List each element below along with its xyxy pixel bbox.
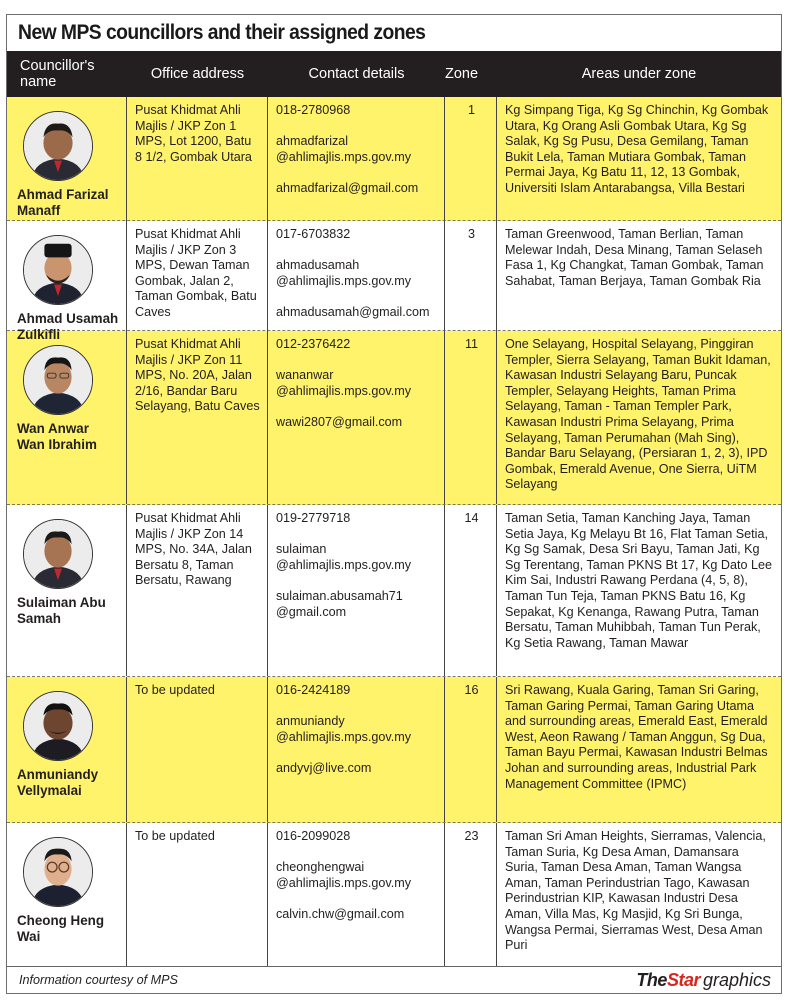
zone-number: 23 — [445, 823, 497, 967]
office-address: Pusat Khidmat Ahli Majlis / JKP Zon 3 MPS, Dewan Taman Gombak, Jalan 2, Taman Gombak, Batu Caves — [127, 221, 268, 348]
official-email: ahmadusamah @ahlimajlis.mps.gov.my — [276, 258, 412, 288]
portrait-icon — [23, 837, 93, 907]
personal-email: wawi2807@gmail.com — [276, 414, 403, 429]
zone-areas: Taman Setia, Taman Kanching Jaya, Taman Setia Jaya, Kg Melayu Bt 16, Flat Taman Setia, Kg Sg Samak, Desa Sri Bayu, Taman Jati, Kg Sg Terentang, Taman PKNS Bt 17, Kg Dato Lee Kim Sai, Industri Rawang Perdana (4, 5, 8), Taman Tun Teja, Taman PKNS Batu 16, Kg Sepakat, Kg Kenanga, Rawang Putra, Taman Bersatu, Taman Muhibbah, Taman Tun Perak, Kg Setia Rawang, Taman Mawar — [505, 511, 772, 650]
office-address: Pusat Khidmat Ahli Majlis / JKP Zon 1 MPS, Lot 1200, Batu 8 1/2, Gombak Utara — [127, 97, 268, 224]
phone-number: 018-2780968 — [276, 103, 351, 117]
zone-areas: One Selayang, Hospital Selayang, Pinggiran Templer, Sierra Selayang, Taman Bukit Idaman, Kawasan Industri Selayang Baru, Puncak Templer, Selayang Heights, Taman Prima Selayang, Taman - Taman Templer Park, Kawasan Industri Prima Selayang, Prima Selayang, Taman Perumahan (Mah Sing), Bandar Baru Selayang, (Persiaran 1, 2, 3), IPD Gombak, Emerald Avenue, One Sierra, UiTM Selayang — [505, 337, 771, 492]
councillor-cell — [7, 97, 127, 224]
councillor-cell — [7, 331, 127, 504]
zone-number: 1 — [445, 97, 497, 224]
personal-email: calvin.chw@gmail.com — [276, 906, 405, 921]
portrait-icon — [23, 111, 93, 181]
office-address: To be updated — [127, 677, 268, 822]
councillor-cell — [7, 677, 127, 822]
contact-details — [268, 823, 445, 967]
column-header-name: Councillor's name — [20, 58, 95, 90]
councillor-name: Sulaiman Abu Samah — [17, 595, 106, 626]
zone-number: 11 — [445, 331, 497, 504]
councillor-name: Anmuniandy Vellymalai — [17, 767, 99, 798]
councillor-cell — [7, 221, 127, 348]
phone-number: 019-2779718 — [276, 511, 351, 525]
official-email: anmuniandy @ahlimajlis.mps.gov.my — [276, 714, 412, 744]
office-address: Pusat Khidmat Ahli Majlis / JKP Zon 11 MPS, No. 20A, Jalan 2/16, Bandar Baru Selayang, Batu Caves — [127, 331, 268, 504]
councillor-name: Ahmad Farizal Manaff — [17, 187, 109, 218]
personal-email: andyvj@live.com — [276, 760, 372, 775]
table-row — [7, 97, 781, 221]
portrait-icon — [23, 519, 93, 589]
contact-details — [268, 505, 445, 676]
office-address: Pusat Khidmat Ahli Majlis / JKP Zon 14 MPS, No. 34A, Jalan Bersatu 8, Taman Bersatu, Rawang — [127, 505, 268, 676]
portrait-icon — [23, 235, 93, 305]
table-row — [7, 331, 781, 505]
phone-number: 016-2424189 — [276, 683, 351, 697]
contact-details — [268, 97, 445, 224]
portrait-icon — [23, 345, 93, 415]
column-header-contact: Contact details — [308, 66, 405, 82]
phone-number: 016-2099028 — [276, 829, 351, 843]
table-row — [7, 221, 781, 342]
councillor-cell — [7, 823, 127, 967]
zone-number: 16 — [445, 677, 497, 822]
column-header-areas: Areas under zone — [581, 66, 697, 82]
infographic-frame — [6, 14, 782, 994]
phone-number: 012-2376422 — [276, 337, 351, 351]
personal-email: ahmadusamah@gmail.com — [276, 304, 430, 319]
official-email: ahmadfarizal @ahlimajlis.mps.gov.my — [276, 134, 412, 164]
zone-areas: Sri Rawang, Kuala Garing, Taman Sri Garing, Taman Garing Permai, Taman Garing Utama and surrounding areas, Emerald East, Emerald West, Aeon Rawang / Taman Anggun, Sg Dua, Taman Bayu Permai, Kawasan Industri Belmas Johan and surrounding areas, Industrial Park Management Committee (IPMC) — [505, 683, 768, 791]
councillor-name: Ahmad Usamah Zulkifli — [17, 311, 119, 342]
zone-number: 3 — [445, 221, 497, 348]
councillor-cell — [7, 505, 127, 676]
column-header-office: Office address — [150, 66, 245, 82]
source-credit: Information courtesy of MPS — [19, 973, 178, 987]
zone-number: 14 — [445, 505, 497, 676]
footer — [7, 966, 781, 993]
official-email: sulaiman @ahlimajlis.mps.gov.my — [276, 542, 412, 572]
table-header — [7, 51, 781, 97]
zone-areas: Kg Simpang Tiga, Kg Sg Chinchin, Kg Gombak Utara, Kg Orang Asli Gombak Utara, Kg Sg Salak, Kg Sg Pusu, Desa Gemilang, Taman Bukit Lela, Taman Mutiara Gombak, Taman Permai Jaya, Kg Batu 11, 12, 13 Gombak, Universiti Islam Antarabangsa, Villa Bestari — [505, 103, 769, 195]
official-email: cheonghengwai @ahlimajlis.mps.gov.my — [276, 860, 412, 890]
portrait-icon — [23, 691, 93, 761]
table-row — [7, 505, 781, 677]
contact-details — [268, 331, 445, 504]
table-row — [7, 677, 781, 823]
councillor-name: Wan Anwar Wan Ibrahim — [17, 421, 97, 452]
zone-areas: Taman Greenwood, Taman Berlian, Taman Melewar Indah, Desa Minang, Taman Selaseh Fasa 1, Kg Changkat, Taman Gombak, Taman Sahabat, Taman Berjaya, Taman Gombak Ria — [505, 227, 764, 288]
official-email: wananwar @ahlimajlis.mps.gov.my — [276, 368, 412, 398]
column-header-zone: Zone — [445, 66, 479, 82]
personal-email: sulaiman.abusamah71 @gmail.com — [276, 588, 403, 619]
phone-number: 017-6703832 — [276, 227, 351, 241]
page-title: New MPS councillors and their assigned zones — [18, 21, 426, 44]
councillor-name: Cheong Heng Wai — [17, 913, 105, 944]
contact-details — [268, 221, 445, 348]
brand-logo: TheStar graphics — [636, 969, 771, 990]
zone-areas: Taman Sri Aman Heights, Sierramas, Valencia, Taman Suria, Kg Desa Aman, Damansara Suria, Taman Desa Aman, Taman Wangsa Aman, Taman Perindustrian Tago, Kawasan Perindustrian KIP, Kawasan Industri Desa Aman, Villa Mas, Kg Masjid, Kg Sri Bunga, Wangsa Permai, Sierramas West, Desa Aman Puri — [505, 829, 766, 953]
contact-details — [268, 677, 445, 822]
personal-email: ahmadfarizal@gmail.com — [276, 180, 419, 195]
table-row — [7, 823, 781, 967]
office-address: To be updated — [127, 823, 268, 967]
